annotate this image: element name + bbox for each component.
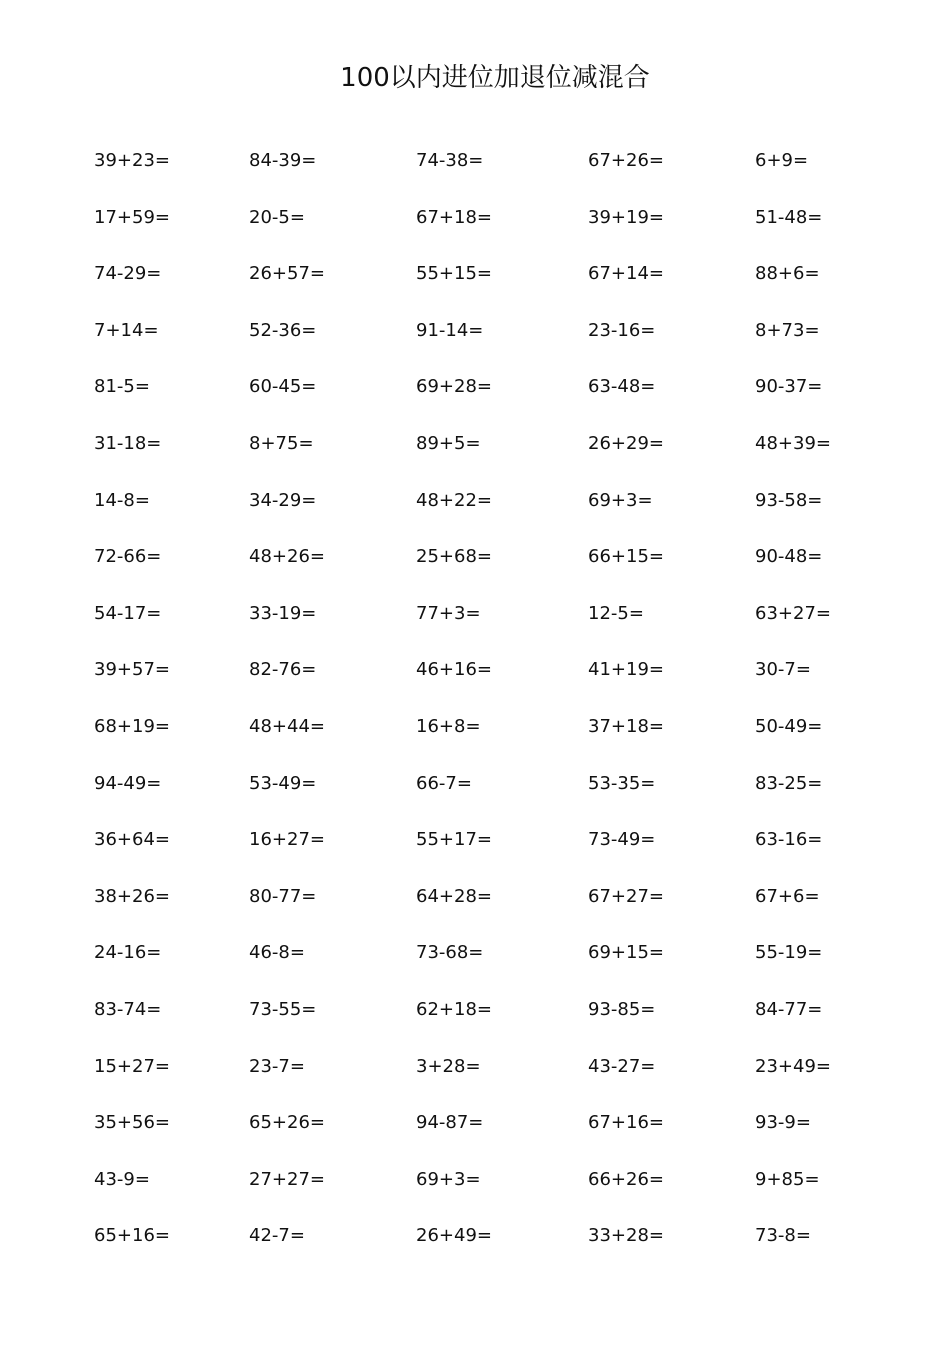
problem-item: 38+26= [94,885,170,907]
problem-item: 94-87= [416,1112,484,1134]
problem-item: 15+27= [94,1055,170,1077]
problem-item: 14-8= [94,489,150,511]
problem-item: 73-8= [755,1225,811,1247]
problem-item: 84-39= [249,150,317,171]
problem-item: 74-38= [416,150,484,171]
problem-item: 34-29= [249,489,317,511]
problem-item: 30-7= [755,659,811,681]
problem-item: 23+49= [755,1055,831,1077]
problem-item: 90-37= [755,376,823,398]
problem-item: 54-17= [94,602,162,624]
problem-item: 48+44= [249,715,325,737]
problem-item: 68+19= [94,715,170,737]
problem-item: 60-45= [249,376,317,398]
problem-item: 94-49= [94,772,162,794]
problem-item: 50-49= [755,715,823,737]
problem-item: 93-9= [755,1112,811,1134]
problem-row [0,938,950,995]
problem-item: 20-5= [249,206,305,228]
problem-item: 46+16= [416,659,492,681]
problem-item: 39+23= [94,150,170,171]
problem-item: 6+9= [755,150,809,171]
problem-item: 12-5= [588,602,644,624]
problem-item: 63-48= [588,376,656,398]
problem-row [0,882,950,939]
problem-item: 39+57= [94,659,170,681]
problem-item: 93-58= [755,489,823,511]
problem-item: 66+26= [588,1168,664,1190]
problem-row [0,1108,950,1165]
problem-item: 83-74= [94,998,162,1020]
problem-item: 33-19= [249,602,317,624]
problem-item: 24-16= [94,942,162,964]
problem-row [0,259,950,316]
problem-row [0,486,950,543]
problem-item: 36+64= [94,829,170,851]
problem-item: 33+28= [588,1225,664,1247]
problem-item: 83-25= [755,772,823,794]
problem-item: 8+73= [755,319,820,341]
problem-row [0,769,950,826]
problem-item: 8+75= [249,432,314,454]
problem-row [0,655,950,712]
problem-item: 90-48= [755,546,823,568]
problem-item: 73-55= [249,998,317,1020]
problem-item: 23-7= [249,1055,305,1077]
problem-row [0,1165,950,1222]
problem-item: 73-49= [588,829,656,851]
problem-grid [0,146,950,1278]
problem-item: 74-29= [94,263,162,285]
problem-item: 53-49= [249,772,317,794]
problem-row [0,146,950,203]
problem-item: 67+6= [755,885,820,907]
problem-item: 16+8= [416,715,481,737]
problem-item: 91-14= [416,319,484,341]
problem-item: 55+15= [416,263,492,285]
problem-item: 67+27= [588,885,664,907]
problem-row [0,429,950,486]
problem-row [0,1221,950,1278]
problem-item: 42-7= [249,1225,305,1247]
problem-item: 64+28= [416,885,492,907]
problem-item: 9+85= [755,1168,820,1190]
problem-item: 62+18= [416,998,492,1020]
problem-item: 48+26= [249,546,325,568]
problem-item: 72-66= [94,546,162,568]
problem-item: 26+29= [588,432,664,454]
problem-row [0,372,950,429]
problem-item: 43-27= [588,1055,656,1077]
problem-item: 26+57= [249,263,325,285]
problem-item: 73-68= [416,942,484,964]
problem-item: 55-19= [755,942,823,964]
problem-item: 82-76= [249,659,317,681]
problem-item: 63-16= [755,829,823,851]
problem-item: 26+49= [416,1225,492,1247]
problem-row [0,995,950,1052]
problem-row [0,1052,950,1109]
problem-item: 81-5= [94,376,150,398]
problem-item: 69+3= [588,489,653,511]
problem-item: 66+15= [588,546,664,568]
problem-item: 39+19= [588,206,664,228]
problem-item: 46-8= [249,942,305,964]
problem-item: 67+14= [588,263,664,285]
problem-item: 65+26= [249,1112,325,1134]
problem-row [0,712,950,769]
problem-item: 16+27= [249,829,325,851]
problem-row [0,825,950,882]
problem-item: 69+15= [588,942,664,964]
problem-item: 52-36= [249,319,317,341]
problem-item: 93-85= [588,998,656,1020]
page-title: 100以内进位加退位减混合 [340,63,650,93]
problem-item: 53-35= [588,772,656,794]
problem-item: 84-77= [755,998,823,1020]
problem-item: 67+16= [588,1112,664,1134]
problem-item: 77+3= [416,602,481,624]
problem-item: 66-7= [416,772,472,794]
problem-item: 35+56= [94,1112,170,1134]
problem-item: 63+27= [755,602,831,624]
problem-item: 31-18= [94,432,162,454]
problem-item: 67+26= [588,150,664,171]
problem-item: 7+14= [94,319,159,341]
problem-item: 55+17= [416,829,492,851]
problem-row [0,542,950,599]
problem-item: 67+18= [416,206,492,228]
problem-item: 41+19= [588,659,664,681]
problem-item: 69+28= [416,376,492,398]
problem-item: 17+59= [94,206,170,228]
problem-item: 37+18= [588,715,664,737]
problem-row [0,599,950,656]
problem-item: 48+22= [416,489,492,511]
problem-item: 27+27= [249,1168,325,1190]
problem-item: 48+39= [755,432,831,454]
problem-item: 43-9= [94,1168,150,1190]
problem-item: 89+5= [416,432,481,454]
problem-item: 65+16= [94,1225,170,1247]
problem-item: 88+6= [755,263,820,285]
problem-item: 3+28= [416,1055,481,1077]
problem-item: 69+3= [416,1168,481,1190]
problem-row [0,316,950,373]
problem-row [0,203,950,260]
problem-item: 25+68= [416,546,492,568]
problem-item: 51-48= [755,206,823,228]
problem-item: 23-16= [588,319,656,341]
problem-item: 80-77= [249,885,317,907]
